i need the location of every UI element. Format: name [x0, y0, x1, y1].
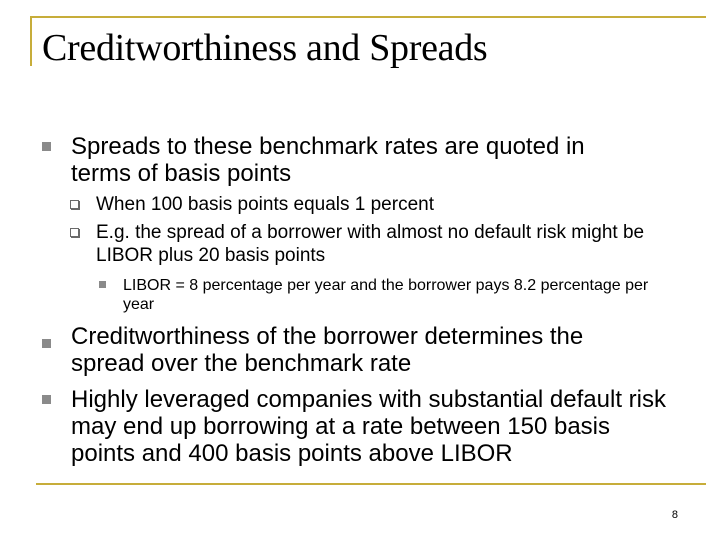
- bullet-text: Highly leveraged companies with substantial default risk may end up borrowing at a rate between 150 basis points and 400 basis points above LIBOR: [71, 386, 666, 467]
- sub-bullet-text: E.g. the spread of a borrower with almost no default risk might be LIBOR plus 20 basis points: [96, 222, 645, 266]
- square-bullet-icon: [99, 281, 106, 288]
- sub-bullet-item: [70, 221, 690, 267]
- square-bullet-icon: [42, 395, 51, 404]
- sub-sub-bullet-text: LIBOR = 8 percentage per year and the borrower pays 8.2 percentage per year: [123, 277, 649, 313]
- footer-rule: [36, 483, 706, 485]
- bullet-text: Spreads to these benchmark rates are quoted in terms of basis points: [71, 133, 585, 187]
- sub-bullet-item: [70, 193, 690, 216]
- hollow-square-bullet-icon: [70, 200, 79, 209]
- square-bullet-icon: [42, 339, 51, 348]
- bullet-item: [42, 323, 682, 377]
- bullet-item: [42, 386, 692, 467]
- bullet-text: Creditworthiness of the borrower determines the spread over the benchmark rate: [71, 323, 584, 377]
- sub-bullet-text: When 100 basis points equals 1 percent: [96, 194, 434, 215]
- page-number: 8: [671, 509, 678, 521]
- square-bullet-icon: [42, 142, 51, 151]
- sub-sub-bullet-item: [99, 276, 699, 314]
- bullet-item: [42, 133, 682, 187]
- slide-title: Creditworthiness and Spreads: [42, 27, 488, 69]
- hollow-square-bullet-icon: [70, 228, 79, 237]
